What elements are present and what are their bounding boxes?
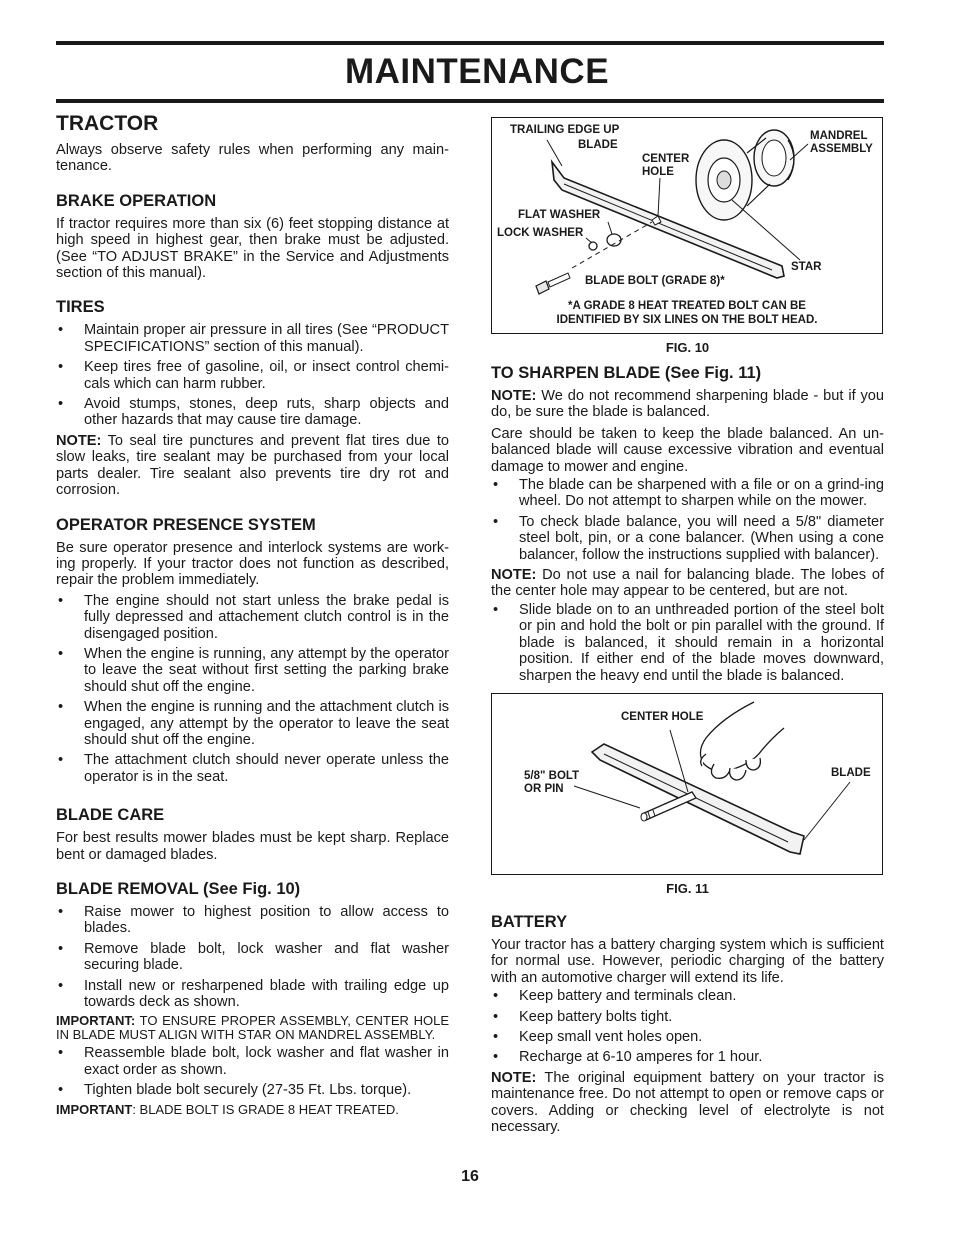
tires-note [56,433,449,499]
label-flat-washer: FLAT WASHER [518,209,601,221]
leader-line [608,222,612,234]
leader-line [547,140,562,166]
label-blade: BLADE [831,766,871,779]
sharpen-note-2 [491,567,884,600]
tires-heading: TIRES [56,298,105,317]
note-label: NOTE: [491,1069,537,1086]
brake-text: If tractor requires more than six (6) feet stopping distance at high speed in highest gear, then brake must be adjusted. (See “TO ADJUST BRAKE” in the Service and Adjustments section of this manual). [56,215,449,282]
leader-line [804,782,850,840]
page-number: 16 [461,1168,479,1185]
ops-text: Be sure operator presence and interlock systems are work-ing properly. If your tractor does not function as described, repair the problem immediately. [56,539,449,589]
sharpen-heading: TO SHARPEN BLADE (See Fig. 11) [491,364,762,382]
label-center-hole-1: CENTER [642,153,690,165]
battery-list [491,988,884,1066]
sharpen-list-2 [491,602,884,684]
tractor-intro: Always observe safety rules when performing any main-tenance. [56,142,449,175]
note-text: We do not recommend sharpening blade - but if you do, be sure the blade is balanced. [491,388,884,421]
list-item: • Install new or resharpened blade with trailing edge up towards deck as shown. [56,978,449,1011]
list-item: • Recharge at 6-10 amperes for 1 hour. [491,1049,884,1065]
list-item: • Maintain proper air pressure in all tires (See “PRODUCT SPECIFICATIONS” section of this manual). [56,322,449,355]
label-blade-bolt: BLADE BOLT (GRADE 8)* [585,275,725,287]
label-center-hole-2: HOLE [642,166,674,178]
blade-bolt-shape [536,273,570,294]
list-item: • When the engine is running, any attempt by the operator to leave the seat without first setting the parking brake should shut off the engine. [56,646,449,695]
battery-heading: BATTERY [491,912,568,931]
label-center-hole: CENTER HOLE [621,710,704,723]
list-item: • Keep tires free of gasoline, oil, or insect control chemi-cals which can harm rubber. [56,359,449,392]
label-mandrel-2: ASSEMBLY [810,143,873,155]
important-label: IMPORTANT [56,1101,133,1117]
note-text: Do not use a nail for balancing blade. The lobes of the center hole may appear to be centered, but are not. [491,567,884,600]
note-label: NOTE: [491,567,537,584]
list-item: • Slide blade on to an unthreaded portion of the steel bolt or pin and hold the bolt or pin parallel with the ground. If blade is balanced, it should remain in a horizontal position. If either end of the blade moves downward, sharpen the heavy end until the blade is balanced. [491,602,884,684]
blade-removal-heading: BLADE REMOVAL (See Fig. 10) [56,880,301,898]
figure-11 [491,693,883,875]
removal-list-2 [56,1045,449,1098]
sharpen-list [491,477,884,563]
hand-shape [700,702,784,780]
ops-heading: OPERATOR PRESENCE SYSTEM [56,515,316,534]
removal-list [56,904,449,1010]
label-bolt-1: 5/8" BOLT [524,769,580,782]
tractor-heading: TRACTOR [56,112,159,135]
fig10-footnote-1: *A GRADE 8 HEAT TREATED BOLT CAN BE [568,300,806,312]
right-column [491,117,884,1135]
label-bolt-2: OR PIN [524,782,564,795]
list-item: • The attachment clutch should never operate unless the operator is in the seat. [56,752,449,785]
list-item: • Tighten blade bolt securely (27-35 Ft. Lbs. torque). [56,1082,449,1098]
list-item: • Remove blade bolt, lock washer and flat washer securing blade. [56,941,449,974]
bolt-pin-shape [641,792,696,821]
list-item: • Reassemble blade bolt, lock washer and flat washer in exact order as shown. [56,1045,449,1078]
list-item: • To check blade balance, you will need a 5/8" diameter steel bolt, pin, or a cone balancer. (When using a cone balancer, follow the instructions supplied with balancer). [491,514,884,563]
note-label: NOTE: [491,388,537,404]
list-item: • Raise mower to highest position to allow access to blades. [56,904,449,937]
fig10-caption: FIG. 10 [665,340,710,355]
top-rule [56,41,884,45]
title-underline [56,99,884,103]
page-title: MAINTENANCE [344,52,610,91]
list-item: • The blade can be sharpened with a file or on a grind-ing wheel. Do not attempt to sharpen while on the mower. [491,477,884,510]
leader-line [586,238,592,243]
leader-line [574,786,640,808]
figure-10 [491,117,883,334]
list-item: • Keep small vent holes open. [491,1029,884,1045]
note-label: NOTE: [56,432,102,449]
note-text: To seal tire punctures and prevent flat tires due to slow leaks, tire sealant may be purchased from your local parts dealer. Tire sealant also prevents tire dry rot and corrosion. [56,432,449,499]
important-note-1 [56,1014,449,1041]
label-mandrel-1: MANDREL [810,130,868,142]
list-item: • Avoid stumps, stones, deep ruts, sharp objects and other hazards that may cause tire damage. [56,396,449,429]
label-trailing-edge: TRAILING EDGE UP [510,124,620,136]
label-blade: BLADE [578,139,618,151]
important-note-2 [56,1103,449,1117]
important-label: IMPORTANT: [56,1013,136,1029]
tires-list [56,322,449,428]
important-text: TO ENSURE PROPER ASSEMBLY, CENTER HOLE IN BLADE MUST ALIGN WITH STAR ON MANDREL ASSEMBLY. [56,1013,449,1042]
left-column [56,112,449,1116]
note-text: The original equipment battery on your tractor is maintenance free. Do not attempt to open or remove caps or covers. Adding or checking level of electrolyte is not necessary. [491,1069,884,1135]
brake-heading: BRAKE OPERATION [56,191,217,210]
battery-note [491,1070,884,1136]
label-star: STAR [791,261,822,273]
list-item: • When the engine is running and the attachment clutch is engaged, any attempt by the operator to leave the seat should shut off the engine. [56,699,449,748]
important-text: : BLADE BOLT IS GRADE 8 HEAT TREATED. [132,1101,399,1117]
label-lock-washer: LOCK WASHER [497,227,584,239]
assembly-axis-line [572,222,652,268]
leader-line [658,178,660,216]
fig11-caption: FIG. 11 [666,880,709,896]
battery-text: Your tractor has a battery charging system which is sufficient for normal use. However, periodic charging of the battery with an automotive charger will extend its life. [491,936,884,986]
lock-washer-shape [589,242,597,250]
blade-care-heading: BLADE CARE [56,806,165,825]
list-item: • Keep battery bolts tight. [491,1009,884,1025]
ops-list [56,593,449,785]
list-item: • Keep battery and terminals clean. [491,988,884,1004]
care-text: Care should be taken to keep the blade balanced. An un-balanced blade will cause excessive vibration and eventual damage to mower and engine. [491,425,884,475]
fig10-footnote-2: IDENTIFIED BY SIX LINES ON THE BOLT HEAD. [556,314,818,326]
sharpen-note-1 [491,388,884,421]
blade-care-text: For best results mower blades must be kept sharp. Replace bent or damaged blades. [56,830,449,863]
mandrel-assembly-shape [696,130,794,220]
list-item: • The engine should not start unless the brake pedal is fully depressed and attachement clutch control is in the disengaged position. [56,593,449,642]
